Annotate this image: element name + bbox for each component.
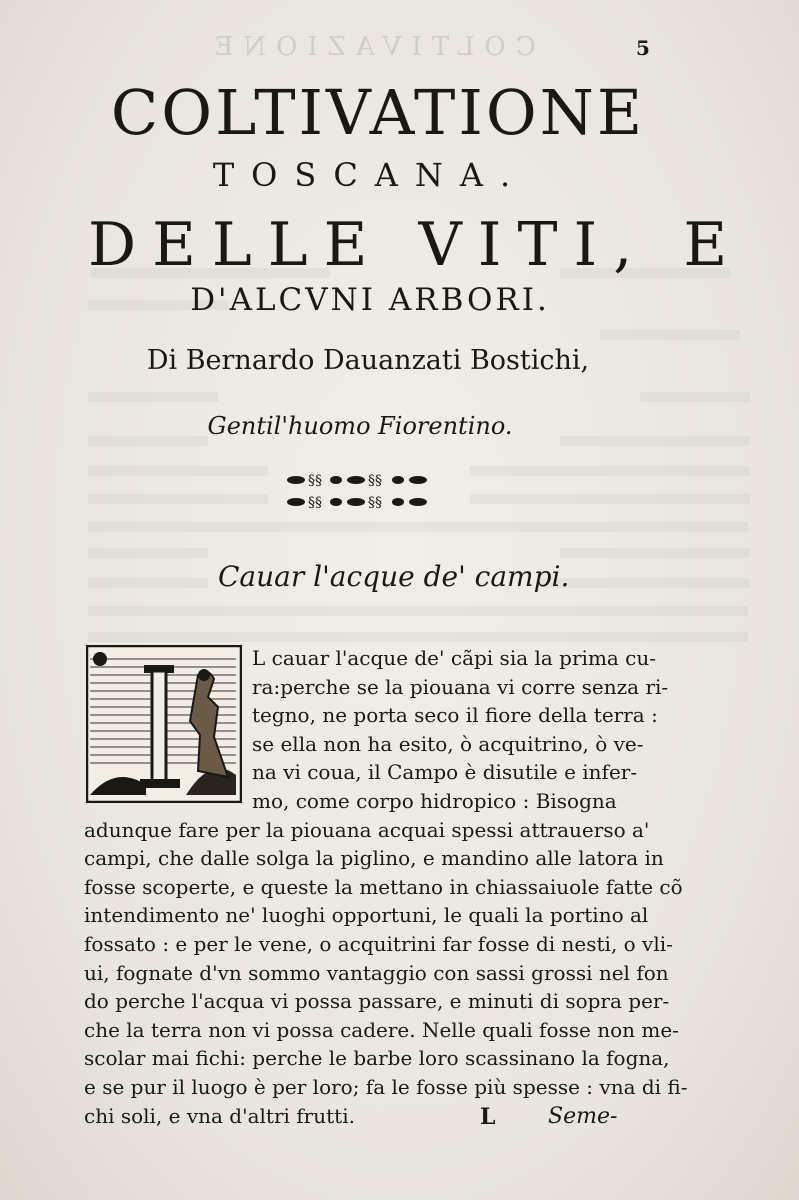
text-line: se ella non ha esito, ò acquitrino, ò ve-	[252, 731, 644, 756]
text-line: ui, fognate d'vn sommo vantaggio con sassi grossi nel fon	[84, 960, 669, 985]
svg-text:§§: §§	[368, 495, 382, 511]
text-line: fossato : e per le vene, o acquitrini far fosse di nesti, o vli-	[84, 931, 673, 956]
text-line: chi soli, e vna d'altri frutti.	[84, 1103, 355, 1128]
text-line: adunque fare per la piouana acquai spessi attrauerso a'	[84, 817, 650, 842]
svg-text:§§: §§	[308, 473, 322, 489]
text-line: do perche l'acqua vi possa passare, e minuti di sopra per-	[84, 989, 670, 1014]
text-line: fosse scoperte, e queste la mettano in chiassaiuole fatte cõ	[84, 874, 683, 899]
signature-mark: L	[480, 1104, 496, 1130]
title-line-4: D'ALCVNI ARBORI.	[190, 282, 550, 318]
page-number: 5	[636, 36, 650, 60]
text-line: tegno, ne porta seco il fiore della terra :	[252, 703, 658, 728]
title-line-1: COLTIVATIONE	[110, 76, 646, 149]
text-line: na vi coua, il Campo è disutile e infer-	[252, 760, 638, 785]
text-line: e se pur il luogo è per loro; fa le fosse più spesse : vna di fi-	[84, 1074, 688, 1099]
text-line: intendimento ne' luoghi opportuni, le quali la portino al	[84, 903, 649, 928]
text-line: L cauar l'acque de' cãpi sia la prima cu-	[252, 646, 657, 670]
text-line: scolar mai fichi: perche le barbe loro scassinano la fogna,	[84, 1046, 670, 1071]
title-line-2: TOSCANA.	[212, 156, 528, 194]
catchword: Seme-	[548, 1104, 618, 1129]
body-text	[84, 644, 688, 1130]
text-line: mo, come corpo hidropico : Bisogna	[252, 788, 617, 813]
text-line: ra:perche se la piouana vi corre senza ri-	[252, 674, 669, 699]
author-line: Di Bernardo Dauanzati Bostichi,	[146, 345, 590, 376]
text-line: che la terra non vi possa cadere. Nelle quali fosse non me-	[84, 1017, 679, 1042]
fleuron-ornament	[280, 468, 450, 516]
bleed-running-head: COLTIVAZIONE	[204, 32, 536, 62]
section-heading: Cauar l'acque de' campi.	[218, 560, 570, 593]
author-title: Gentil'huomo Fiorentino.	[207, 412, 513, 440]
svg-text:§§: §§	[368, 473, 382, 489]
text-line: campi, che dalle solga la piglino, e mandino alle latora in	[84, 846, 664, 871]
svg-text:§§: §§	[308, 495, 322, 511]
title-line-3: DELLE VITI, E	[88, 210, 744, 280]
